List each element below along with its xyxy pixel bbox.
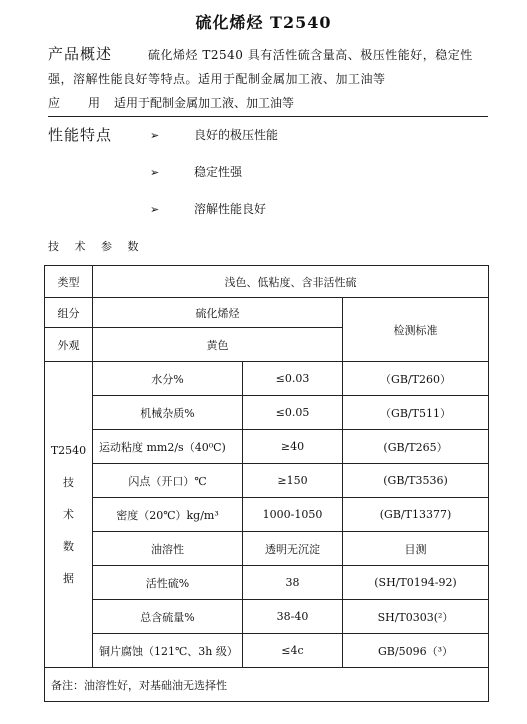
table-row	[45, 498, 489, 532]
overview-section	[48, 42, 488, 91]
param-standard: SH/T0303(²）	[343, 600, 489, 634]
param-standard: (GB/T3536)	[343, 464, 489, 498]
table-row	[45, 298, 489, 328]
param-name: 机械杂质%	[93, 396, 243, 430]
param-value: ≥40	[243, 430, 343, 464]
param-value: ≥150	[243, 464, 343, 498]
param-standard: （GB/T260）	[343, 362, 489, 396]
feature-text: 稳定性强	[194, 165, 243, 179]
param-name: 运动粘度 mm2/s（40⁰C)	[93, 430, 243, 464]
table-row	[45, 668, 489, 702]
product-code: T2540	[50, 443, 87, 457]
arrow-bullet-icon: ➢	[150, 166, 160, 179]
appearance-label: 外观	[45, 328, 93, 362]
feature-text: 良好的极压性能	[194, 128, 279, 142]
table-row	[45, 464, 489, 498]
group-label: 组分	[45, 298, 93, 328]
appearance-value: 黄色	[93, 328, 343, 362]
side-char: 据	[63, 571, 74, 585]
table-row	[45, 266, 489, 298]
features-heading: 性能特点	[48, 126, 113, 144]
table-row	[45, 362, 489, 396]
param-name: 铜片腐蚀（121℃、3h 级）	[93, 634, 243, 668]
param-value: 38-40	[243, 600, 343, 634]
spec-table	[44, 265, 489, 702]
param-standard: (GB/T265）	[343, 430, 489, 464]
param-name: 闪点（开口）℃	[93, 464, 243, 498]
param-standard: 目测	[343, 532, 489, 566]
group-value: 硫化烯烃	[93, 298, 343, 328]
param-standard: GB/5096（³）	[343, 634, 489, 668]
feature-item	[150, 200, 266, 217]
type-value: 浅色、低粘度、含非活性硫	[93, 266, 489, 298]
tech-params-heading: 技 术 参 数	[48, 240, 145, 253]
param-value: ≤0.05	[243, 396, 343, 430]
feature-item	[150, 126, 278, 143]
side-char: 技	[63, 475, 74, 489]
page-title: 硫化烯烃 T2540	[195, 13, 332, 32]
param-name: 油溶性	[93, 532, 243, 566]
param-name: 活性硫%	[93, 566, 243, 600]
usage-label	[48, 92, 114, 114]
param-value: 1000-1050	[243, 498, 343, 532]
usage-label-char: 应	[48, 96, 61, 110]
param-standard: (GB/T13377)	[343, 498, 489, 532]
arrow-bullet-icon: ➢	[150, 129, 160, 142]
product-side-label	[45, 362, 93, 668]
arrow-bullet-icon: ➢	[150, 203, 160, 216]
param-value: ≤0.03	[243, 362, 343, 396]
table-note: 备注：油溶性好，对基础油无选择性	[45, 668, 489, 702]
param-name: 总含硫量%	[93, 600, 243, 634]
standard-header: 检测标准	[343, 298, 489, 362]
usage-line	[48, 92, 488, 117]
param-name: 密度（20℃）kg/m³	[93, 498, 243, 532]
param-value: 38	[243, 566, 343, 600]
feature-item	[150, 163, 242, 180]
overview-text: 硫化烯烃 T2540 具有活性硫含量高、极压性能好，稳定性强，溶解性能良好等特点。适用于配制金属加工液、加工油等	[48, 48, 473, 86]
usage-label-char: 用	[88, 96, 101, 110]
table-row	[45, 430, 489, 464]
type-label: 类型	[45, 266, 93, 298]
table-row	[45, 396, 489, 430]
table-row	[45, 634, 489, 668]
param-value: ≤4c	[243, 634, 343, 668]
usage-text: 适用于配制金属加工液、加工油等	[114, 96, 295, 110]
side-char: 术	[63, 507, 74, 521]
feature-text: 溶解性能良好	[194, 202, 267, 216]
param-name: 水分%	[93, 362, 243, 396]
table-row	[45, 532, 489, 566]
param-standard: （GB/T511）	[343, 396, 489, 430]
side-char: 数	[63, 539, 74, 553]
overview-heading: 产品概述	[48, 45, 113, 63]
table-row	[45, 566, 489, 600]
param-value: 透明无沉淀	[243, 532, 343, 566]
table-row	[45, 600, 489, 634]
param-standard: (SH/T0194-92)	[343, 566, 489, 600]
